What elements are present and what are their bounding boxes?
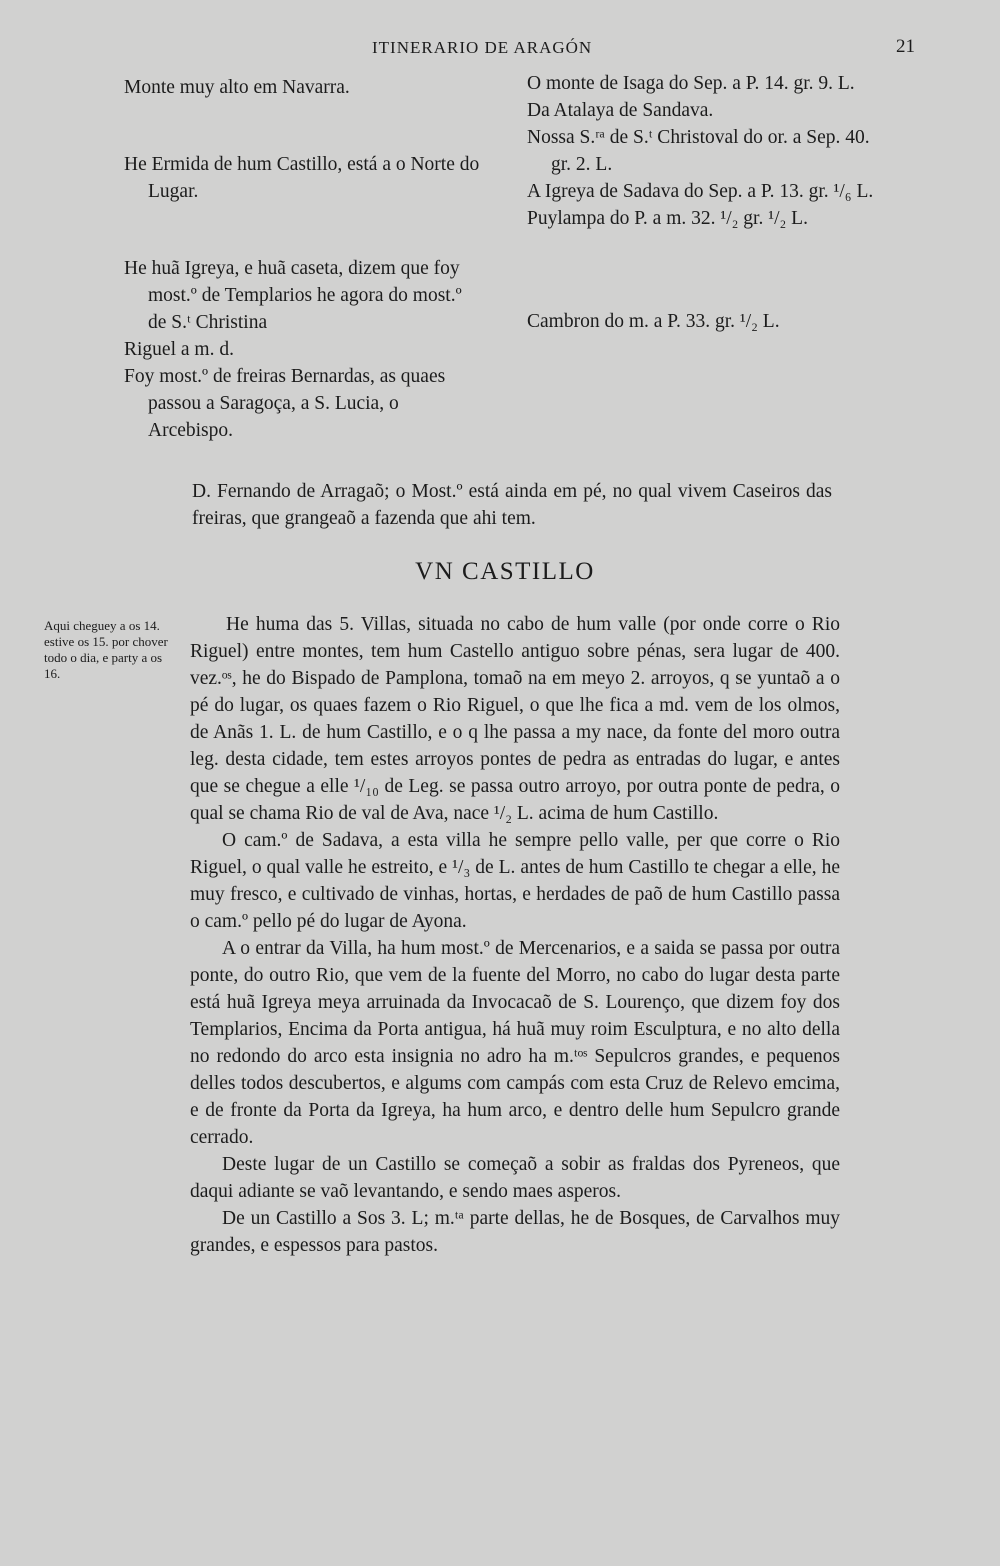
left-entry: Riguel a m. d.: [124, 339, 234, 360]
paragraph: Deste lugar de un Castillo se começaõ a sobir as fraldas dos Pyreneos, que daqui adiante se vaõ levantando, e sendo maes asperos.: [190, 1154, 840, 1202]
continuation-text: D. Fernando de Arragaõ; o Most.º está ainda em pé, no qual vivem Caseiros das freiras, que grangeaõ a fazenda que ahi tem.: [192, 481, 832, 529]
right-entry: A Igreya de Sadava do Sep. a P. 13. gr. ¹/₆ L.: [527, 181, 874, 202]
left-entry: Monte muy alto em Navarra.: [124, 77, 350, 98]
body-text: [190, 611, 840, 1259]
paragraph: O cam.º de Sadava, a esta villa he sempre pello valle, per que corre o Rio Riguel, o qual valle he estreito, e ¹/₃ de L. antes de hum Castillo te chegar a elle, he muy fresco, e cultivado de vinhas, hortas, e herdades de paõ de hum Castillo passa o cam.º pello pé do lugar de Ayona.: [190, 830, 840, 932]
right-entry: O monte de Isaga do Sep. a P. 14. gr. 9. L.: [527, 73, 855, 94]
right-column: [527, 70, 887, 335]
left-entry: He Ermida de hum Castillo, está a o Norte do Lugar.: [124, 154, 480, 202]
page-number: 21: [896, 36, 915, 57]
paragraph: He huma das 5. Villas, situada no cabo de hum valle (por onde corre o Rio Riguel) entre montes, tem hum Castello antiguo sobre pénas, sera lugar de 400. vez.ᵒˢ, he do Bispado de Pamplona, tomaõ na em meyo 2. arroyos, q se yuntaõ a o pé do lugar, os quaes fazem o Rio Riguel, o que lhe fica a md. vem de los olmos, de Anãs 1. L. de hum Castillo, e o q lhe passa a my nace, da fonte del moro outra leg. desta cidade, tem estes arroyos pontes de pedra as entradas do lugar, e antes que se chegue a elle ¹/₁₀ de Leg. se passa outro arroyo, por outra ponte de pedra, o qual se chama Rio de val de Ava, nace ¹/₂ L. acima de hum Castillo.: [190, 614, 840, 824]
right-entry: Puylampa do P. a m. 32. ¹/₂ gr. ¹/₂ L.: [527, 208, 808, 229]
section-heading: VN CASTILLO: [415, 558, 595, 585]
right-entry: Cambron do m. a P. 33. gr. ¹/₂ L.: [527, 311, 780, 332]
margin-note: Aqui cheguey a os 14. estive os 15. por chover todo o dia, e party a os 16.: [44, 618, 168, 681]
right-entry: Nossa S.ʳᵃ de S.ᵗ Christoval do or. a Sep. 40. gr. 2. L.: [527, 127, 870, 175]
running-title: ITINERARIO DE ARAGÓN: [372, 38, 593, 57]
paragraph: A o entrar da Villa, ha hum most.º de Mercenarios, e a saida se passa por outra ponte, do outro Rio, que vem de la fuente del Morro, no cabo do lugar desta parte está huã Igreya meya arruinada da Invocacaõ de S. Lourenço, que dizem foy dos Templarios, Encima da Porta antigua, há huã muy roim Esculptura, e no alto della no redondo do arco esta insignia no adro ha m.ᵗᵒˢ Sepulcros grandes, e pequenos delles todos descubertos, e algums com campás com esta Cruz de Relevo emcima, e de fronte da Porta da Igreya, ha hum arco, e dentro delle hum Sepulcro grande cerrado.: [190, 938, 840, 1148]
paragraph: De un Castillo a Sos 3. L; m.ᵗᵃ parte dellas, he de Bosques, de Carvalhos muy grandes, e espessos para pastos.: [190, 1208, 840, 1256]
left-entry: He huã Igreya, e huã caseta, dizem que foy most.º de Templarios he agora do most.º de S.ᵗ Christina: [124, 258, 462, 333]
right-entry: Da Atalaya de Sandava.: [527, 100, 714, 121]
left-column: [124, 74, 484, 444]
left-entry: Foy most.º de freiras Bernardas, as quaes passou a Saragoça, a S. Lucia, o Arcebispo.: [124, 366, 446, 441]
